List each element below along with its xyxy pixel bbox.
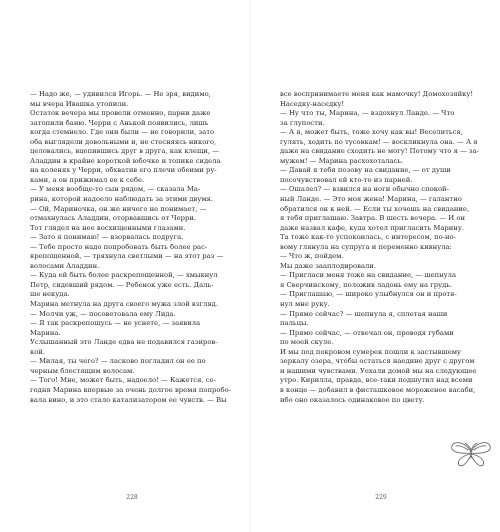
text-line: ше некуда. — [30, 290, 70, 299]
text-line: я тебя приглашаю. Завтра. В шесть вечера. — И он — [280, 214, 466, 223]
text-line: — Ой, Мариночка, он же ничего не понимает, — — [30, 204, 207, 213]
text-line: мы вчера Ивашка утопили. — [30, 99, 129, 108]
text-line: Услышанный это Ланде едва не подавился газиров- — [30, 338, 218, 347]
text-line: ный Ланде. — Это моя жена! Марина, — галантно — [280, 195, 462, 204]
text-line: И мы под покровом сумерек пошли к застывшему — [280, 347, 462, 356]
left-page-text — [30, 90, 234, 405]
text-line: — Я так раскрепощусь — не уснете, — заявила — [30, 319, 201, 328]
text-line: Петр, сидевший рядом. — Ребенок уже есть. Даль- — [30, 280, 214, 289]
text-line: — Ошалел? — взвился на ноги обычно спокой- — [280, 185, 449, 194]
text-line: отмахнулась Аладдин, оторвавшись от Черри. — [30, 214, 197, 223]
text-line: обратился он к ней. — Если ты хочешь на свидание, — [280, 204, 470, 213]
text-line: рина, которой надоело наблюдать за этими двумя. — [30, 195, 214, 204]
book-gutter — [249, 0, 251, 532]
text-line: я Сверчинскому, положив ладонь ему на грудь. — [280, 280, 453, 289]
text-line: вала вино, и это стало катализатором ее чувств. — Вы — [30, 395, 227, 404]
text-line: когда стемнело. Где они были — не говорили, зато — [30, 128, 215, 137]
page-number-left: 228 — [126, 494, 138, 501]
text-line: пальцы. — [280, 319, 309, 328]
text-line: даже на свидание сходить не могу! Потому что я — за- — [280, 147, 479, 156]
text-line: Наседку-наседку! — [280, 99, 345, 108]
text-line: — Тебе просто надо попробовать быть более рас- — [30, 242, 208, 251]
text-line: нул мне руку. — [280, 300, 330, 309]
text-line: Аладдин в крайне короткой юбочке и топике сидела — [30, 156, 221, 165]
text-line: волосами Аладдин. — [30, 261, 100, 270]
text-line: оба выглядели довольными и, не стесняясь никого, — [30, 137, 217, 146]
text-line: Остаток вечера мы провели отменно, парни даже — [30, 109, 211, 118]
text-line: Марина метнула на друга своего мужа злой взгляд. — [30, 300, 218, 309]
text-line: посочувствовал ей кто-то из парней. — [280, 175, 413, 184]
text-line: годня Марина впервые за очень долгое время попробо- — [30, 385, 231, 394]
text-line: — Давай я тебя позову на свидание, — от души — [280, 166, 451, 175]
text-line: — Прямо сейчас, — отвечал он, проводя губами — [280, 328, 454, 337]
text-line: — Надо же, — удивился Игорь. — Не зря, видимо, — [30, 90, 211, 98]
text-line: кой. — [30, 347, 46, 356]
text-line: и нашими чувствами. Уехали домой мы на следующее — [280, 366, 477, 375]
text-line: вому глянула на супруга и переменно кивнула: — [280, 242, 452, 251]
text-line: — Приглашаю, — широко улыбнулся он и протя- — [280, 290, 457, 299]
text-line: на коленях у Черри, обхватив его плечи обеими ру- — [30, 166, 217, 175]
butterfly-ornament-icon — [448, 438, 494, 468]
text-line: за глупости. — [280, 118, 325, 127]
text-line: — А я, может быть, тоже хочу как вы! Веселиться, — [280, 128, 463, 137]
text-line: — Того! Мне, может быть, надоело! — Кажется, се- — [30, 376, 216, 385]
text-line: ками, а он прижимал ее к себе. — [30, 175, 145, 184]
text-line: крепощенной, — тряхнула светлыми — на этот раз — — [30, 252, 224, 261]
text-line: — Ну что ты, Марина, — вздохнул Ланде. — Что — [280, 109, 455, 118]
text-line: мужем! — Марина расхохоталась. — [280, 156, 404, 165]
text-line: гулять, ходить по тусовкам! — воскликнула она. — А я — [280, 137, 478, 146]
text-line: Та тоже как-то успокоилась, с интересом, по-но- — [280, 233, 456, 242]
text-line: затопили баню. Черри с Анькой появились, лишь — [30, 118, 209, 127]
text-line: — У меня вообще-то сын рядом, — сказала Ма- — [30, 185, 201, 194]
text-line: — Милая, ты чего? — ласково погладил он ее по — [30, 357, 206, 366]
page-number-right: 229 — [375, 494, 387, 501]
text-line: в конце — добавил в фисташковое мороженое васаби, — [280, 385, 476, 394]
text-line: все воспринимаете меня как мамочку! Домохозяйку! — [280, 90, 474, 98]
text-line: по моей скуле. — [280, 338, 334, 347]
text-line: — Пригласи меня тоже на свидание, — шепнула — [280, 271, 457, 280]
text-line: утро. Кирилла, правда, все-таки подшутил над всеми — [280, 376, 473, 385]
text-line: — Прямо сейчас? — шепнула я, сплетая наши — [280, 309, 448, 318]
text-line: — Молчи уж, — посоветовала ему Лида. — [30, 309, 176, 318]
text-line: — Что ж, пойдем. — [280, 252, 344, 261]
text-line: — Куда ей быть более раскрепощенной, — хмыкнул — [30, 271, 218, 280]
text-line: черным блестящим волосам. — [30, 366, 135, 375]
text-line: даже назвал кафе, куда хотел пригласить Марину. — [280, 223, 464, 232]
text-line: — Зато я понимаю! — взорвалась подруга. — [30, 233, 184, 242]
text-line: Мы даже зааплодировали. — [280, 261, 376, 270]
text-line: Тот глядел на нее восхищенными глазами. — [30, 223, 186, 232]
text-line: зеркалу озера, чтобы остаться наедине друг с другом — [280, 357, 475, 366]
text-line: ибо оно оказалось одинаковое по цвету. — [280, 395, 425, 404]
right-page-text — [280, 90, 484, 405]
text-line: Марина. — [30, 328, 61, 337]
text-line: целовались, вцепившись друг в друга, как клещи, — — [30, 147, 219, 156]
